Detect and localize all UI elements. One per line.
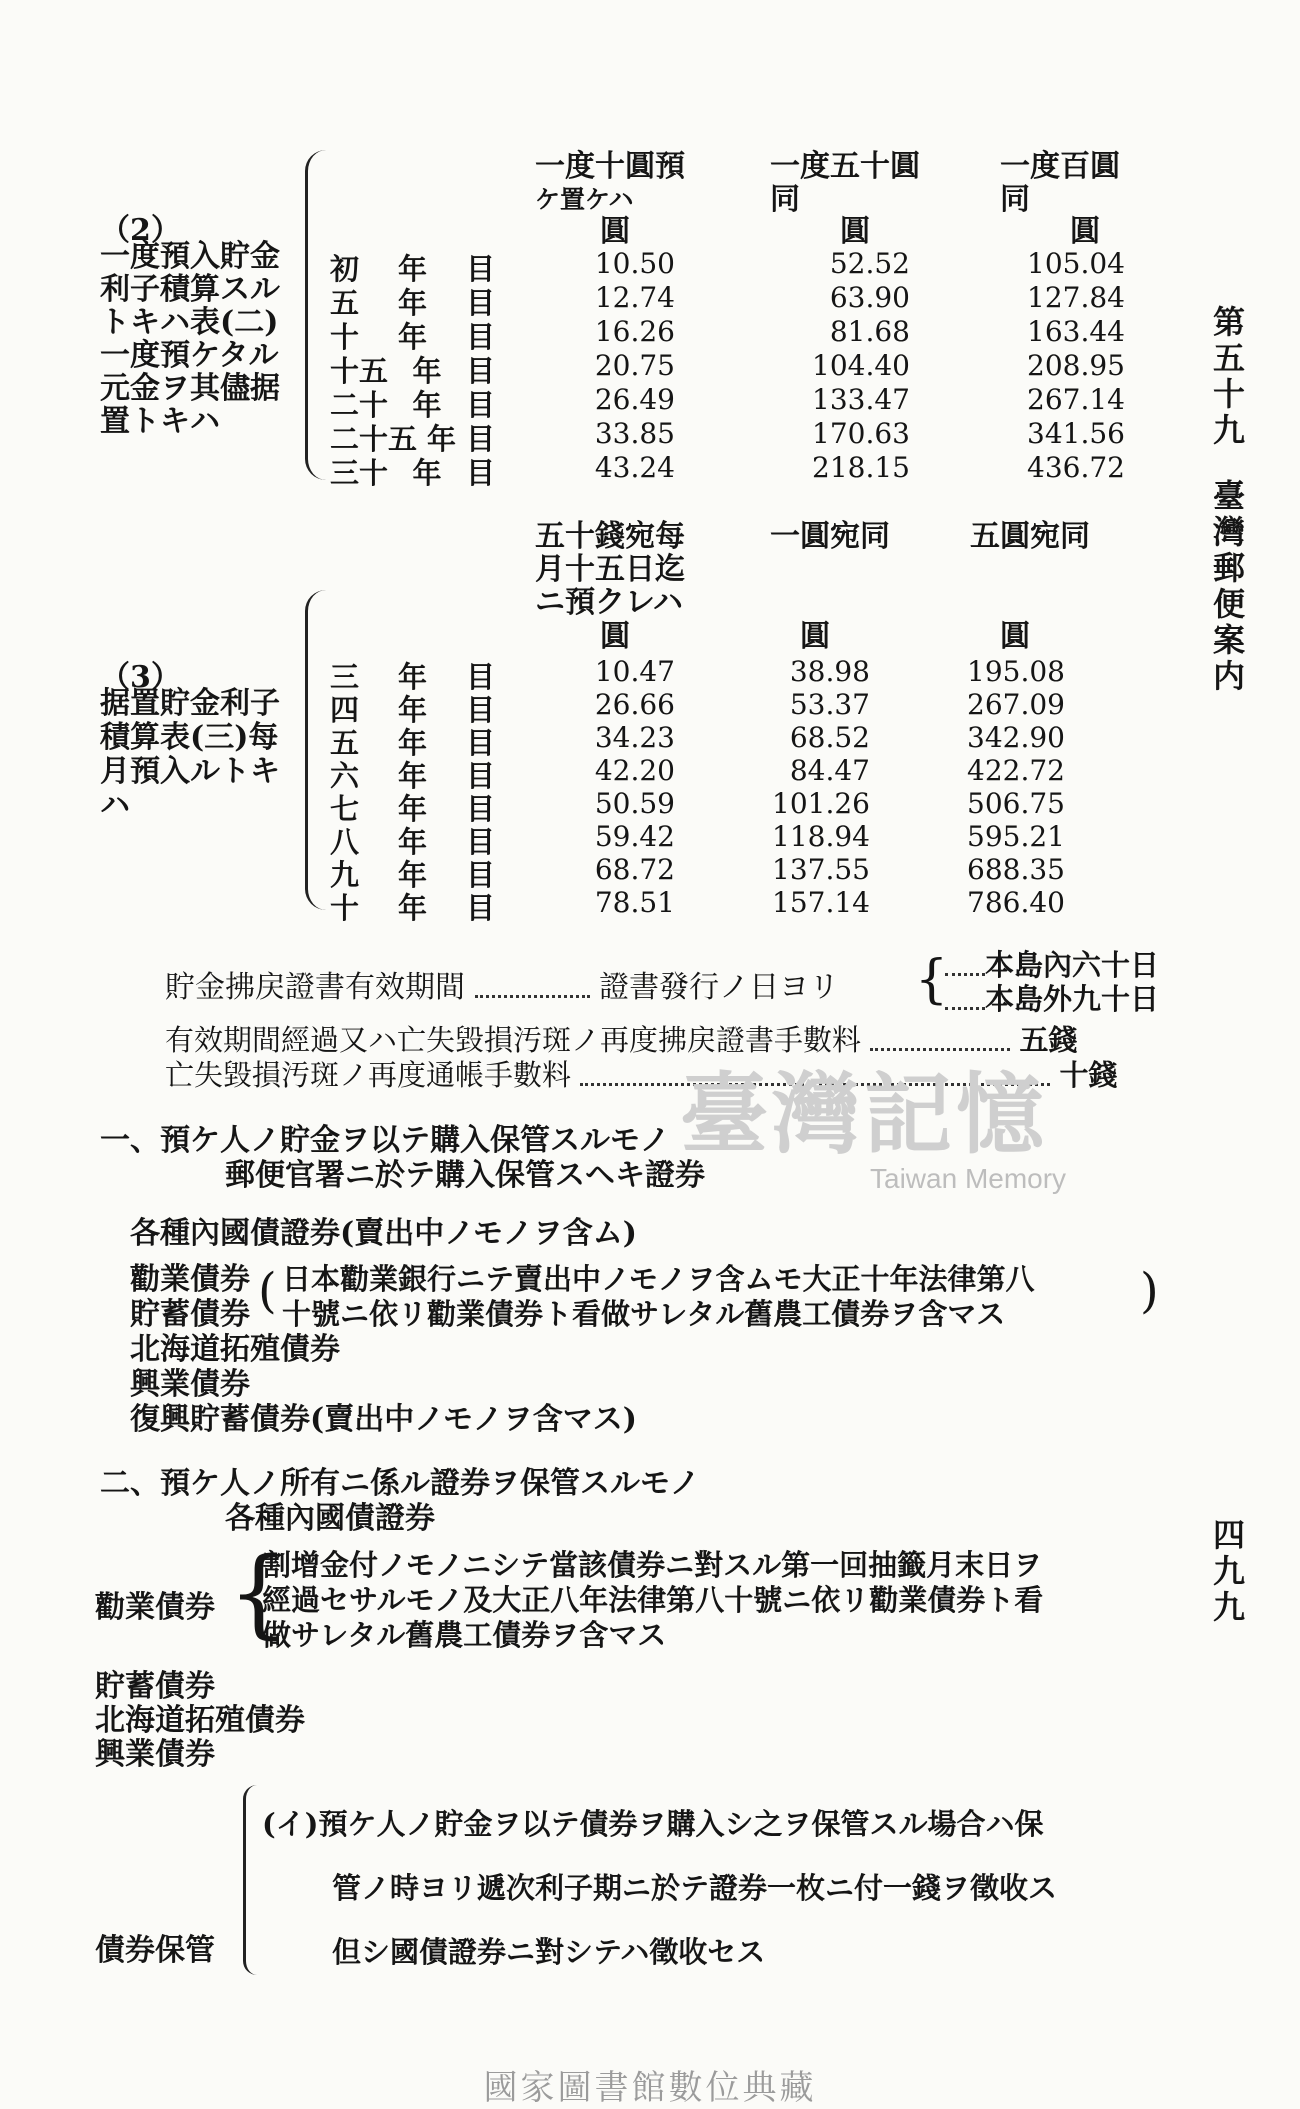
header-line: ニ預クレハ	[535, 585, 683, 620]
bond-item: 復興貯蓄債券(賣出中ノモノヲ含マス)	[130, 1402, 637, 1437]
table3-cell: 688.35	[967, 853, 1065, 886]
table3-label	[100, 687, 280, 823]
header-line: 同	[1000, 182, 1030, 217]
table2-cell: 10.50	[594, 247, 675, 280]
table3-cell: 84.47	[789, 754, 870, 787]
table2-cell: 26.49	[594, 383, 675, 416]
table2-row-label: 二十 年 目	[330, 388, 495, 422]
fee-value: 十錢	[1059, 1058, 1118, 1092]
table3-cell: 157.14	[772, 886, 870, 919]
table3-col3-header: 五圓宛同	[970, 519, 1090, 554]
table2-label-line: 一度預入貯金	[100, 239, 280, 274]
table3-col2-header: 一圓宛同	[770, 519, 890, 554]
table2-brace	[305, 150, 326, 480]
table3-row-label: 九 年 目	[330, 858, 495, 892]
table3-cell: 34.23	[594, 721, 675, 754]
brace-line: 割增金付ノモノニシテ當該債券ニ對スル第一回抽籤月末日ヲ	[262, 1548, 1043, 1582]
section2-brace-label: 勸業債券	[95, 1590, 215, 1625]
table3-cell: 506.75	[967, 787, 1065, 820]
bond-item: 北海道拓殖債券	[130, 1332, 340, 1367]
table2-unit: 圓	[840, 214, 870, 249]
section1-close-paren: )	[1140, 1263, 1159, 1319]
custody-label: 債券保管	[95, 1933, 215, 1968]
table3-cell: 26.66	[594, 688, 675, 721]
table3-row-label: 五 年 目	[330, 726, 495, 760]
section1-items	[130, 1332, 637, 1437]
bond-item: 興業債券	[130, 1367, 250, 1402]
header-line: 一度五十圓	[770, 149, 920, 184]
table3-col1-header	[535, 520, 685, 619]
validity-options	[945, 948, 1159, 1016]
table2-row-label: 十 年 目	[330, 320, 495, 354]
page-number: 四九九	[1208, 1518, 1246, 1626]
table3-cell: 267.09	[967, 688, 1065, 721]
validity-brace: {	[915, 950, 949, 1010]
table3-cell: 101.26	[772, 787, 870, 820]
table2-cell: 436.72	[1027, 451, 1125, 484]
table2-row-label: 十五 年 目	[330, 354, 495, 388]
validity-line	[165, 962, 839, 1006]
table2-cell: 12.74	[594, 281, 675, 314]
table2-row-label: 初 年 目	[330, 252, 495, 286]
table3-label-line: 月預入ルトキ	[100, 754, 280, 789]
watermark	[680, 1045, 1066, 1195]
table2-col2-header	[770, 150, 920, 216]
bond-label: 貯蓄債券	[130, 1297, 250, 1332]
custody-bracket	[243, 1785, 260, 1975]
section1-title: 一、預ケ人ノ貯金ヲ以テ購入保管スルモノ	[100, 1123, 670, 1158]
table2-cell: 63.90	[829, 281, 910, 314]
table3-cell: 342.90	[967, 721, 1065, 754]
chapter-number: 第五十九	[1208, 305, 1246, 449]
table2-cell: 133.47	[812, 383, 910, 416]
header-line: 五十錢宛每	[535, 519, 685, 554]
table3-cell: 68.72	[594, 853, 675, 886]
table3-row-label: 八 年 目	[330, 825, 495, 859]
table3-row-label: 四 年 目	[330, 693, 495, 727]
table3-cell: 68.52	[789, 721, 870, 754]
table3-row-label: 七 年 目	[330, 792, 495, 826]
table3-number: （3）	[100, 660, 181, 695]
table3-cell: 118.94	[772, 820, 870, 853]
validity-inside: 本島內六十日	[985, 948, 1160, 982]
validity-label: 貯金拂戻證書有效期間	[165, 970, 465, 1005]
watermark-chinese: 臺灣記憶	[680, 1062, 1049, 1166]
header-line: ケ置ケハ	[535, 185, 634, 214]
validity-outside: 本島外九十日	[985, 982, 1160, 1016]
table2-label-line: 利子積算スル	[100, 272, 280, 307]
table2-cell: 43.24	[594, 451, 675, 484]
table3-cell: 59.42	[594, 820, 675, 853]
table2-label-line: トキハ表(二)	[100, 305, 279, 340]
section1-item1: 各種內國債證券(賣出中ノモノヲ含ム)	[130, 1216, 637, 1251]
fee-text: 亡失毀損汚斑ノ再度通帳手數料	[165, 1058, 572, 1092]
section2-subtitle: 各種內國債證券	[225, 1501, 435, 1536]
table3-cell: 50.59	[594, 787, 675, 820]
footer-credit: 國家圖書館數位典藏	[483, 2068, 817, 2108]
header-line: 同	[770, 182, 800, 217]
table3-brace	[305, 590, 326, 910]
section1-brace-labels	[130, 1262, 250, 1332]
table3-unit: 圓	[800, 619, 830, 654]
table3-label-line: ハ	[100, 788, 130, 823]
table2-cell: 208.95	[1027, 349, 1125, 382]
brace-line: 做サレタル舊農工債券ヲ含マス	[262, 1618, 667, 1652]
table3-cell: 53.37	[789, 688, 870, 721]
custody-line: 管ノ時ヨリ遞次利子期ニ於テ證券一枚ニ付一錢ヲ徵收ス	[332, 1871, 1058, 1905]
fee-value: 五錢	[1019, 1023, 1078, 1057]
table2-label	[100, 240, 280, 438]
custody-line: 但シ國債證券ニ對シテハ徵收セス	[332, 1935, 766, 1969]
section1-brace-text	[282, 1262, 1035, 1332]
bond-item: 興業債券	[95, 1737, 215, 1772]
custody-line: (イ)預ケ人ノ貯金ヲ以テ債券ヲ購入シ之ヲ保管スル場合ハ保	[262, 1807, 1044, 1841]
table2-col3-header	[1000, 150, 1120, 216]
bond-item: 北海道拓殖債券	[95, 1703, 305, 1738]
table3-row-label: 十 年 目	[330, 891, 495, 925]
table3-label-line: 積算表(三)每	[100, 720, 279, 755]
brace-line: 十號ニ依リ勸業債券ト看做サレタル舊農工債券ヲ含マス	[282, 1297, 1006, 1331]
table2-unit: 圓	[1070, 214, 1100, 249]
table2-number: （2）	[100, 213, 181, 248]
table2-cell: 52.52	[829, 247, 910, 280]
table2-label-line: 一度預ケタル	[100, 338, 279, 373]
table3-cell: 422.72	[967, 754, 1065, 787]
table2-cell: 341.56	[1027, 417, 1125, 450]
chapter-heading	[1204, 305, 1250, 695]
fee-text: 有效期間經過又ハ亡失毀損汚斑ノ再度拂戻證書手數料	[165, 1023, 862, 1057]
chapter-title: 臺灣郵便案内	[1208, 479, 1246, 695]
table2-cell: 104.40	[812, 349, 910, 382]
header-line: 一度百圓	[1000, 149, 1120, 184]
table2-cell: 33.85	[594, 417, 675, 450]
table3-cell: 595.21	[967, 820, 1065, 853]
section1-subtitle: 郵便官署ニ於テ購入保管スヘキ證券	[225, 1158, 705, 1193]
table2-row-label: 五 年 目	[330, 286, 495, 320]
table2-cell: 267.14	[1027, 383, 1125, 416]
section1-open-paren: (	[258, 1263, 277, 1319]
table3-label-line: 据置貯金利子	[100, 686, 280, 721]
validity-mid: 證書發行ノ日ヨリ	[599, 970, 840, 1005]
table3-unit: 圓	[1000, 619, 1030, 654]
table2-col1-header	[535, 150, 685, 216]
table3-row-label: 六 年 目	[330, 759, 495, 793]
table2-cell: 105.04	[1027, 247, 1125, 280]
brace-line: 經過セサルモノ及大正八年法律第八十號ニ依リ勸業債券ト看	[262, 1583, 1044, 1617]
table3-cell: 137.55	[772, 853, 870, 886]
dot-leader	[475, 981, 590, 998]
bond-item: 貯蓄債券	[95, 1669, 215, 1704]
brace-line: 日本勸業銀行ニテ賣出中ノモノヲ含ムモ大正十年法律第八	[282, 1262, 1035, 1296]
header-line: 一度十圓預	[535, 149, 685, 184]
table3-cell: 78.51	[594, 886, 675, 919]
table2-label-line: 元金ヲ其儘据	[100, 371, 280, 406]
table2-unit: 圓	[600, 214, 630, 249]
section2-brace: {	[228, 1537, 290, 1649]
table2-cell: 81.68	[829, 315, 910, 348]
table2-label-line: 置トキハ	[100, 404, 220, 439]
table3-unit: 圓	[600, 619, 630, 654]
table2-cell: 127.84	[1027, 281, 1125, 314]
section2-items	[95, 1670, 305, 1772]
table3-cell: 42.20	[594, 754, 675, 787]
dot-leader	[945, 993, 985, 1010]
table3-cell: 38.98	[789, 655, 870, 688]
section2-brace-text	[262, 1548, 1043, 1653]
table2-row-label: 二十五 年 目	[330, 422, 495, 456]
table2-row-label: 三十 年 目	[330, 456, 495, 490]
section2-title: 二、預ケ人ノ所有ニ係ル證券ヲ保管スルモノ	[100, 1466, 700, 1501]
table3-cell: 10.47	[594, 655, 675, 688]
table2-cell: 218.15	[812, 451, 910, 484]
table2-cell: 20.75	[594, 349, 675, 382]
dot-leader	[945, 959, 985, 976]
table3-row-label: 三 年 目	[330, 660, 495, 694]
bond-label: 勸業債券	[130, 1262, 250, 1297]
table2-cell: 16.26	[594, 315, 675, 348]
header-line: 月十五日迄	[535, 552, 685, 587]
table3-cell: 195.08	[967, 655, 1065, 688]
table3-cell: 786.40	[967, 886, 1065, 919]
table2-cell: 163.44	[1027, 315, 1125, 348]
custody-text	[262, 1792, 1057, 1984]
watermark-english: Taiwan Memory	[870, 1163, 1067, 1194]
table2-cell: 170.63	[812, 417, 910, 450]
